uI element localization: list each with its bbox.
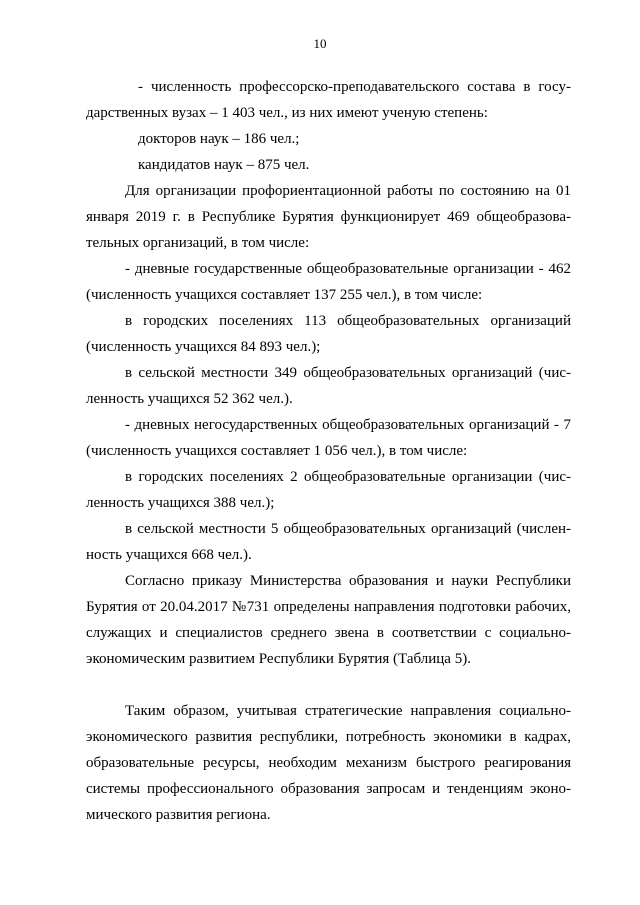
- text-line: системы профессионального образования запросам и тенденциям эконо-: [86, 781, 571, 797]
- text-line: мического развития региона.: [86, 807, 271, 823]
- text-line: образовательные ресурсы, необходим механизм быстрого реагирования: [86, 755, 571, 771]
- page-number: 10: [313, 36, 327, 51]
- text-line: экономическим развитием Республики Бурятия (Таблица 5).: [86, 651, 471, 667]
- paragraph-gap: [86, 672, 571, 698]
- text-line: дарственных вузах – 1 403 чел., из них имеют ученую степень:: [86, 105, 488, 121]
- text-line: в городских поселениях 113 общеобразовательных организаций: [125, 313, 571, 329]
- text-line: (численность учащихся составляет 1 056 чел.), в том числе:: [86, 443, 468, 459]
- text-line: ленность учащихся 388 чел.);: [86, 495, 275, 511]
- text-line: в сельской местности 5 общеобразовательных организаций (числен-: [125, 521, 571, 537]
- text-line: экономического развития республики, потребность экономики в кадрах,: [86, 729, 571, 745]
- text-line: в городских поселениях 2 общеобразовательные организации (чис-: [125, 469, 571, 485]
- text-line: Таким образом, учитывая стратегические направления социально-: [125, 703, 571, 719]
- text-line: (численность учащихся составляет 137 255 чел.), в том числе:: [86, 287, 483, 303]
- document-body: [86, 74, 571, 828]
- text-line: служащих и специалистов среднего звена в соответствии с социально-: [86, 625, 571, 641]
- text-line: в сельской местности 349 общеобразовательных организаций (чис-: [125, 365, 571, 381]
- text-line: - дневные государственные общеобразовательные организации - 462: [125, 261, 571, 277]
- text-line: - дневных негосударственных общеобразовательных организаций - 7: [125, 417, 571, 433]
- text-line: (численность учащихся 84 893 чел.);: [86, 339, 321, 355]
- text-line: Для организации профориентационной работы по состоянию на 01: [125, 183, 571, 199]
- text-line: января 2019 г. в Республике Бурятия функционирует 469 общеобразова-: [86, 209, 571, 225]
- text-line: кандидатов наук – 875 чел.: [138, 157, 310, 173]
- text-line: Согласно приказу Министерства образования и науки Республики: [125, 573, 571, 589]
- text-line: ность учащихся 668 чел.).: [86, 547, 252, 563]
- text-line: Бурятия от 20.04.2017 №731 определены направления подготовки рабочих,: [86, 599, 571, 615]
- text-line: - численность профессорско-преподавательского состава в госу-: [138, 79, 571, 95]
- text-line: ленность учащихся 52 362 чел.).: [86, 391, 293, 407]
- text-line: докторов наук – 186 чел.;: [138, 131, 300, 147]
- text-line: тельных организаций, в том числе:: [86, 235, 310, 251]
